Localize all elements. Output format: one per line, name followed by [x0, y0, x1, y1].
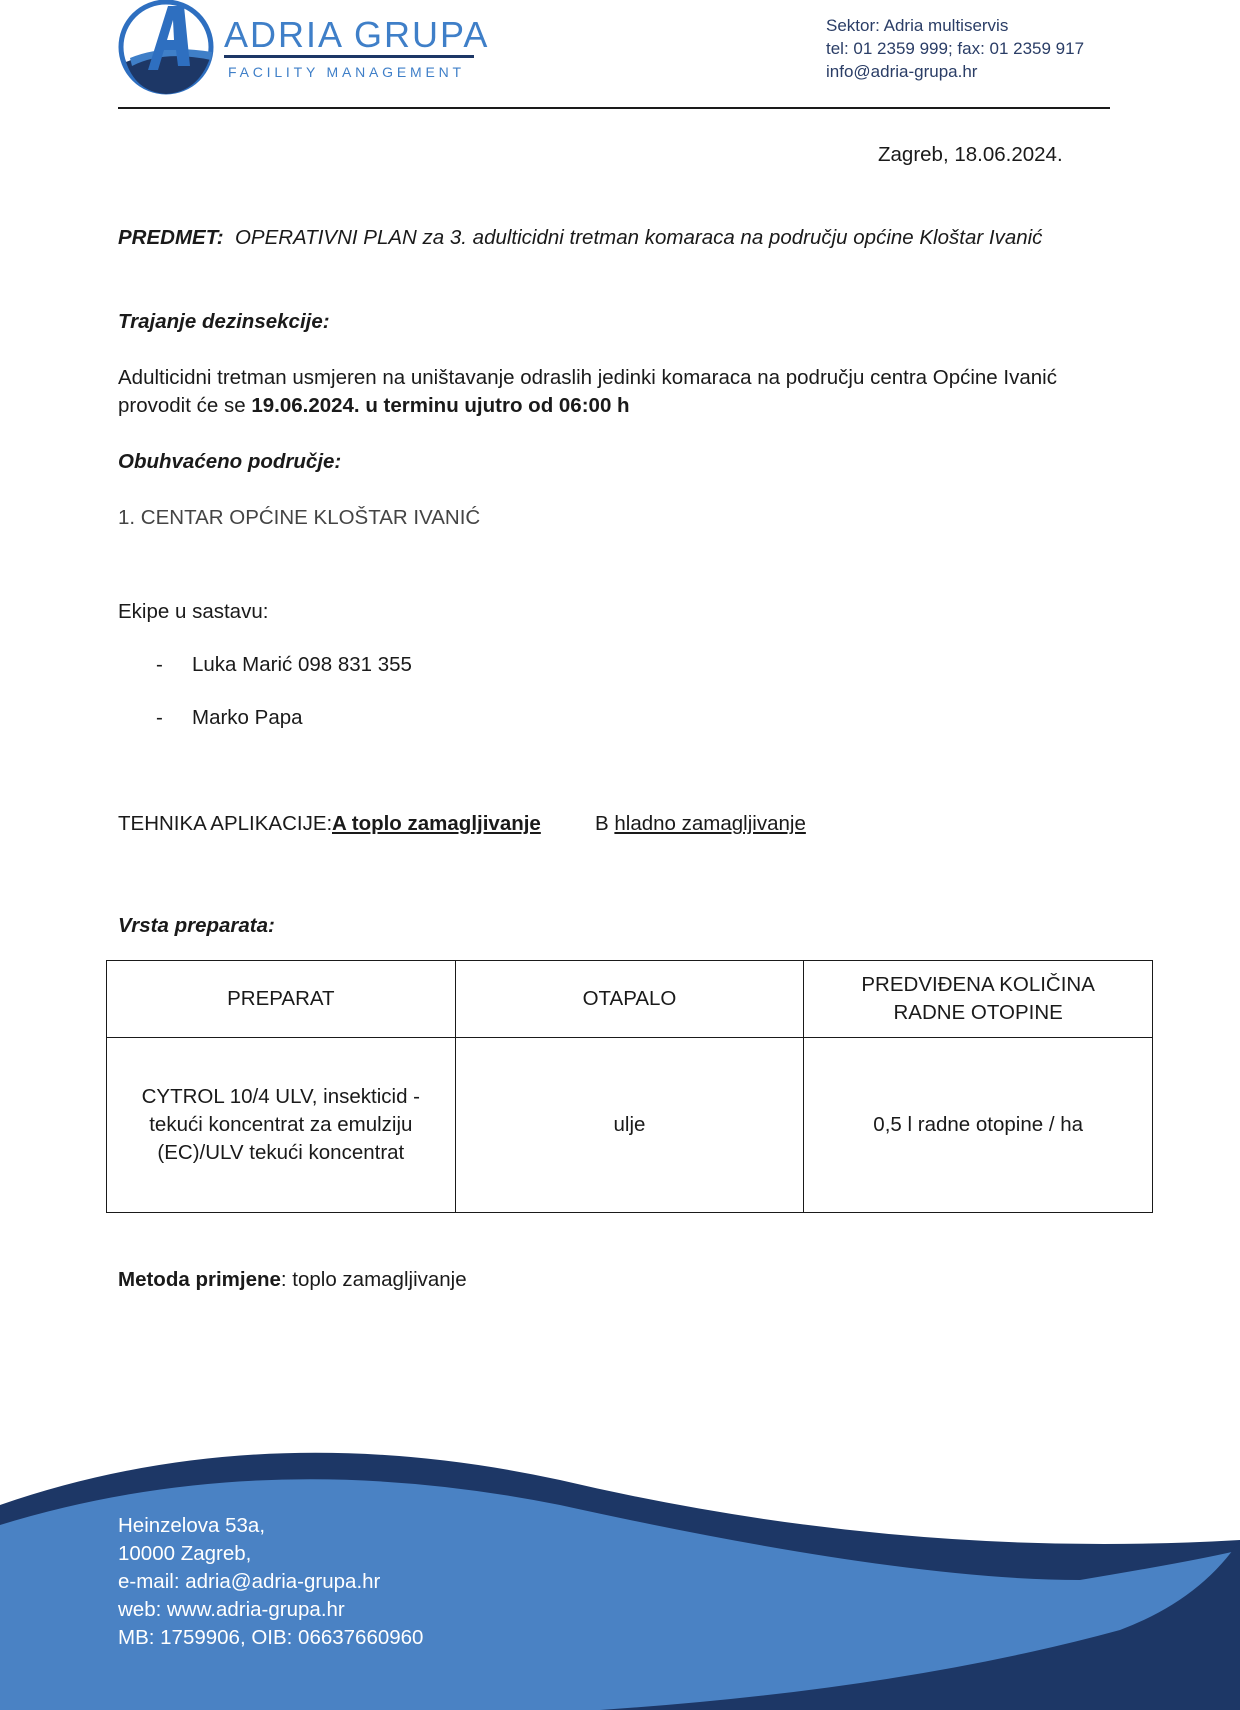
team-member: Marko Papa [192, 706, 303, 729]
table-header-row [107, 961, 1153, 1038]
technique-option-b-text: hladno zamagljivanje [614, 812, 806, 835]
table-header-cell: PREPARAT [107, 961, 456, 1038]
footer-ids: MB: 1759906, OIB: 06637660960 [118, 1626, 424, 1649]
duration-text-line2 [118, 392, 630, 420]
table-header-cell: OTAPALO [455, 961, 804, 1038]
footer-address: Heinzelova 53a, [118, 1514, 266, 1537]
technique-option-b-letter: B [595, 812, 609, 835]
team-bullet: - [156, 706, 163, 729]
team-bullet: - [156, 653, 163, 676]
footer-city: 10000 Zagreb, [118, 1542, 252, 1565]
subject-text: OPERATIVNI PLAN za 3. adulticidni tretman komaraca na području općine Kloštar Ivanić [234, 226, 1043, 249]
footer-web[interactable]: web: www.adria-grupa.hr [118, 1598, 345, 1621]
document-date: Zagreb, 18.06.2024. [878, 143, 1063, 166]
subject-line [118, 224, 1042, 252]
technique-label: TEHNIKA APLIKACIJE: [118, 812, 333, 835]
teams-heading: Ekipe u sastavu: [118, 600, 269, 623]
preparation-table [106, 960, 1153, 1213]
method-label: Metoda primjene [118, 1268, 281, 1291]
table-cell-otapalo: ulje [455, 1038, 804, 1213]
area-heading: Obuhvaćeno područje: [118, 450, 342, 473]
table-row [107, 1038, 1153, 1213]
header-email[interactable]: info@adria-grupa.hr [826, 62, 978, 81]
technique-option-b [595, 810, 806, 838]
technique-option-a: A toplo zamagljivanje [332, 812, 541, 835]
team-member: Luka Marić 098 831 355 [192, 653, 412, 676]
duration-text-line1: Adulticidni tretman usmjeren na uništavanje odraslih jedinki komaraca na području centra Općine Ivanić [118, 366, 1057, 389]
table-cell-kolicina: 0,5 l radne otopine / ha [804, 1038, 1153, 1213]
preparation-heading: Vrsta preparata: [118, 914, 275, 937]
area-item: 1. CENTAR OPĆINE KLOŠTAR IVANIĆ [118, 506, 481, 529]
header-phone: tel: 01 2359 999; fax: 01 2359 917 [826, 39, 1085, 58]
footer-email[interactable]: e-mail: adria@adria-grupa.hr [118, 1570, 381, 1593]
duration-heading: Trajanje dezinsekcije: [118, 310, 330, 333]
logo-wordmark: ADRIA GRUPA [224, 14, 490, 55]
header-divider [118, 107, 1110, 109]
table-cell-preparat: CYTROL 10/4 ULV, insekticid - tekući koncentrat za emulziju (EC)/ULV tekući koncentrat [107, 1038, 456, 1213]
method-text: : toplo zamagljivanje [280, 1268, 467, 1291]
table-header-cell: PREDVIĐENA KOLIČINA RADNE OTOPINE [804, 961, 1153, 1038]
logo-tagline: FACILITY MANAGEMENT [228, 64, 465, 80]
method-line [118, 1266, 467, 1294]
duration-date-time: 19.06.2024. u terminu ujutro od 06:00 h [251, 394, 630, 417]
header-sector: Sektor: Adria multiservis [826, 16, 1009, 35]
duration-prefix: provodit će se [118, 394, 252, 417]
subject-label: PREDMET: [118, 226, 224, 249]
